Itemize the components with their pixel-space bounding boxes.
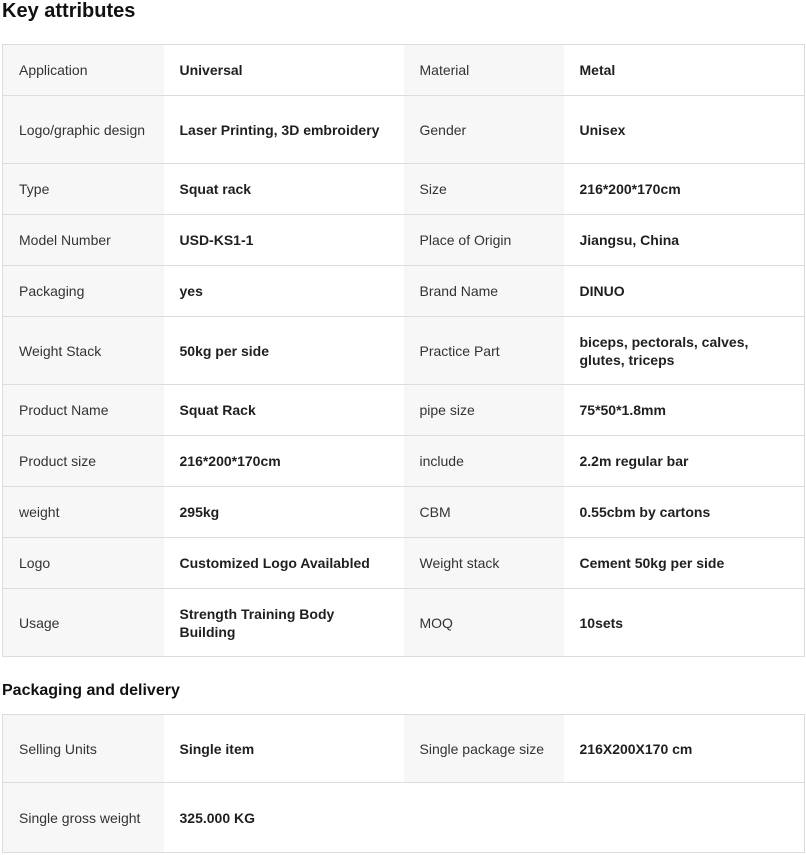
attribute-value	[164, 317, 404, 385]
attribute-row	[3, 589, 805, 657]
attribute-row	[3, 317, 805, 385]
key-attributes-title: Key attributes	[2, 0, 136, 22]
attribute-value-text: yes	[179, 283, 203, 299]
attribute-value-text: 295kg	[179, 504, 220, 520]
attribute-value	[164, 783, 404, 853]
attribute-label	[404, 589, 564, 657]
attribute-label-text: Place of Origin	[419, 232, 512, 248]
attribute-value-text: 216*200*170cm	[579, 181, 681, 197]
attribute-value	[164, 96, 404, 164]
packaging-delivery-table	[2, 714, 805, 853]
key-attributes-body	[3, 45, 805, 657]
attribute-label-text: Type	[19, 181, 50, 197]
attribute-label-text: Weight stack	[419, 555, 500, 571]
attribute-row	[3, 96, 805, 164]
attribute-label-text: pipe size	[419, 402, 475, 418]
attribute-label-text: Single package size	[419, 740, 545, 757]
attribute-label-text: weight	[19, 504, 60, 520]
attribute-value	[564, 385, 805, 436]
attribute-label-text: Gender	[419, 121, 467, 138]
attribute-label	[404, 45, 564, 96]
attribute-label-text: Selling Units	[19, 740, 97, 757]
attribute-label-text: include	[419, 453, 464, 469]
packaging-delivery-body	[3, 715, 805, 853]
attribute-label	[3, 487, 164, 538]
attribute-label-text: Single gross weight	[19, 809, 141, 826]
attribute-value	[564, 266, 805, 317]
attribute-label	[3, 45, 164, 96]
attribute-value-text: 216X200X170 cm	[579, 740, 693, 757]
attribute-label	[3, 215, 164, 266]
attribute-value-text: Strength Training Body Building	[179, 605, 335, 640]
attribute-label	[404, 96, 564, 164]
attribute-value-text: Squat rack	[179, 181, 252, 197]
attribute-value	[164, 436, 404, 487]
attribute-value	[564, 487, 805, 538]
attribute-label	[3, 317, 164, 385]
attribute-label	[404, 266, 564, 317]
attribute-label-text: Logo/graphic design	[19, 121, 146, 138]
attribute-value	[564, 45, 805, 96]
attribute-value-text: 0.55cbm by cartons	[579, 504, 711, 520]
attribute-value	[564, 317, 805, 385]
attribute-label-text: Usage	[19, 614, 60, 631]
attribute-label-text: Model Number	[19, 232, 111, 248]
attribute-value-text: biceps, pectorals, calves, glutes, triceps	[579, 333, 749, 368]
attribute-value-text: Squat Rack	[179, 402, 256, 418]
attribute-value-text: Jiangsu, China	[579, 232, 680, 248]
attribute-label-text: Product size	[19, 453, 97, 469]
attribute-label-text: Size	[419, 181, 447, 197]
attribute-value	[164, 45, 404, 96]
attribute-value-text: USD-KS1-1	[179, 232, 254, 248]
attribute-value	[564, 215, 805, 266]
attribute-label	[404, 164, 564, 215]
attribute-value-text: DINUO	[579, 283, 625, 299]
attribute-label	[404, 538, 564, 589]
attribute-value	[564, 589, 805, 657]
attribute-label-text: Packaging	[19, 283, 85, 299]
attribute-row	[3, 164, 805, 215]
attribute-value-text: Laser Printing, 3D embroidery	[179, 121, 380, 138]
attribute-value-text: Cement 50kg per side	[579, 555, 725, 571]
attribute-row	[3, 538, 805, 589]
attribute-label	[3, 715, 164, 783]
attribute-value	[164, 164, 404, 215]
attribute-label	[404, 715, 564, 783]
attribute-row	[3, 783, 805, 853]
attribute-value	[164, 266, 404, 317]
attribute-label	[3, 783, 164, 853]
attribute-value-text: 10sets	[579, 614, 624, 631]
attribute-label	[3, 164, 164, 215]
attribute-label-text: CBM	[419, 504, 451, 520]
attribute-value	[164, 385, 404, 436]
attribute-value-text: Single item	[179, 740, 255, 757]
attribute-row	[3, 45, 805, 96]
attribute-label-text: Material	[419, 62, 470, 78]
key-attributes-table	[2, 44, 805, 657]
attribute-label	[404, 215, 564, 266]
attribute-value	[564, 715, 805, 783]
attribute-value-text: Unisex	[579, 121, 626, 138]
attribute-row	[3, 487, 805, 538]
attribute-label	[3, 266, 164, 317]
attribute-label-text: Logo	[19, 555, 51, 571]
attribute-label	[404, 317, 564, 385]
attribute-row	[3, 715, 805, 783]
attribute-value	[164, 215, 404, 266]
empty-cell	[404, 783, 805, 853]
attribute-label	[404, 436, 564, 487]
attribute-value-text: 216*200*170cm	[179, 453, 281, 469]
attribute-label-text: Weight Stack	[19, 342, 102, 359]
attribute-value-text: Customized Logo Availabled	[179, 555, 370, 571]
attribute-value-text: 2.2m regular bar	[579, 453, 689, 469]
attribute-row	[3, 385, 805, 436]
attribute-value	[164, 589, 404, 657]
attribute-label	[3, 589, 164, 657]
attribute-value	[164, 487, 404, 538]
attribute-label	[404, 385, 564, 436]
attribute-label	[3, 538, 164, 589]
attribute-label	[3, 385, 164, 436]
attribute-value	[564, 96, 805, 164]
attribute-value-text: Universal	[179, 62, 243, 78]
attribute-value-text: Metal	[579, 62, 616, 78]
attribute-value	[564, 538, 805, 589]
attribute-label-text: MOQ	[419, 614, 453, 631]
attribute-value	[564, 164, 805, 215]
attribute-label	[3, 96, 164, 164]
attribute-label	[404, 487, 564, 538]
attribute-value-text: 325.000 KG	[179, 809, 255, 826]
attribute-label-text: Application	[19, 62, 88, 78]
attribute-label-text: Brand Name	[419, 283, 499, 299]
attribute-row	[3, 266, 805, 317]
attribute-value-text: 50kg per side	[179, 342, 269, 359]
attribute-value	[564, 436, 805, 487]
attribute-row	[3, 436, 805, 487]
attribute-value-text: 75*50*1.8mm	[579, 402, 666, 418]
attribute-value	[164, 715, 404, 783]
packaging-delivery-title: Packaging and delivery	[2, 682, 180, 699]
attribute-row	[3, 215, 805, 266]
attribute-label-text: Product Name	[19, 402, 109, 418]
attribute-label-text: Practice Part	[419, 342, 500, 359]
attribute-label	[3, 436, 164, 487]
attribute-value	[164, 538, 404, 589]
